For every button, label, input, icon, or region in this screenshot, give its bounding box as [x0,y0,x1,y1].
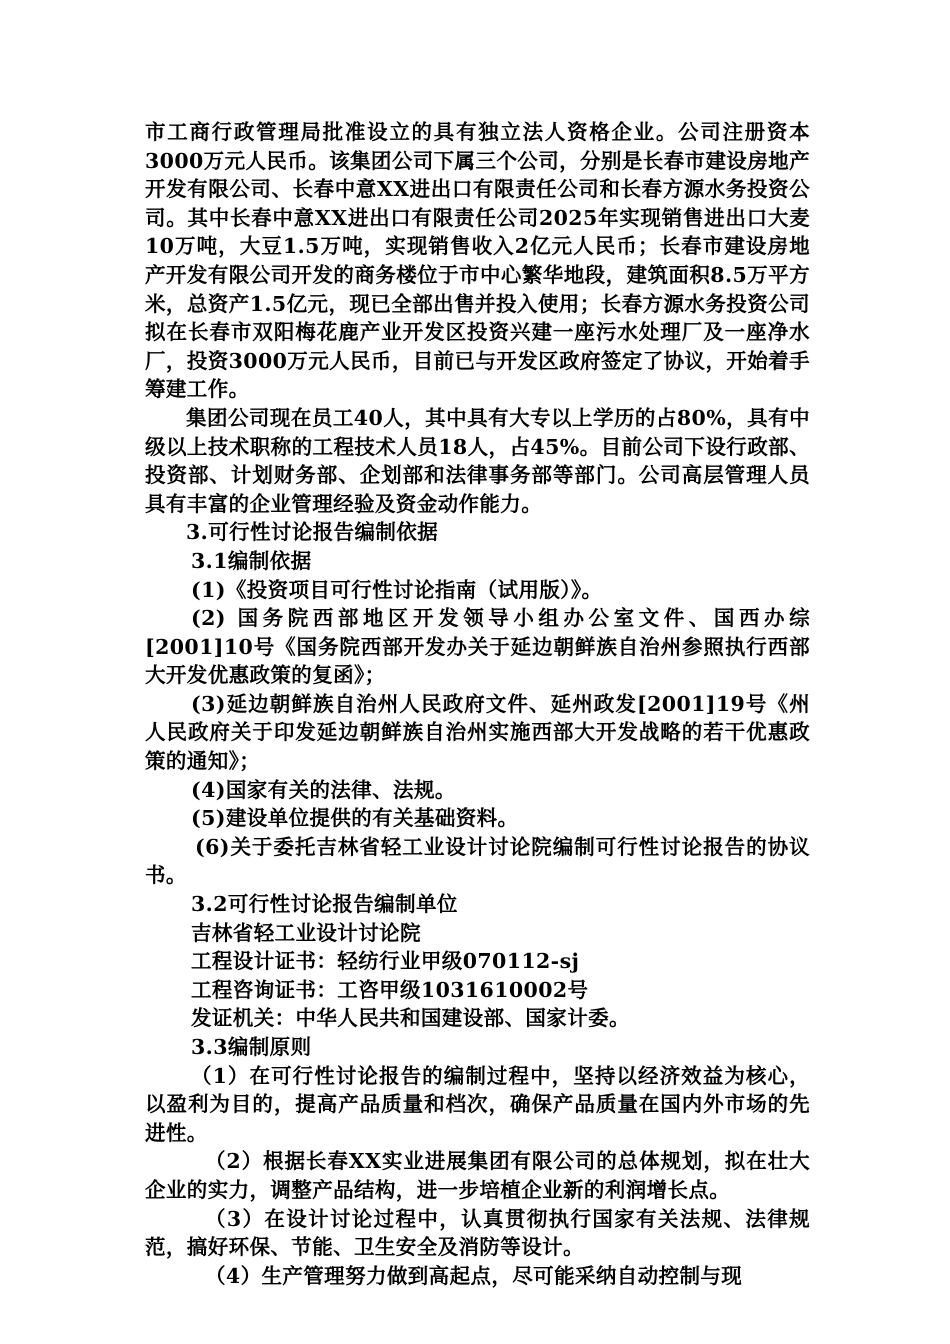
heading-3-3: 3.3编制原则 [191,1035,312,1059]
basis-item-6: (6)关于委托吉林省轻工业设计讨论院编制可行性讨论报告的协议书。 [145,834,810,888]
basis-item-5: (5)建设单位提供的有关基础资料。 [191,806,519,831]
institute-name: 吉林省轻工业设计讨论院 [191,920,421,945]
basis-item-3: (3)延边朝鲜族自治州人民政府文件、延州政发[2001]19号《州人民政府关于印发延边朝鲜族自治州实施西部大开发战略的若干优惠政策的通知》； [145,691,810,774]
heading-3-1: 3.1编制依据 [191,548,312,573]
paragraph-company-intro: 市工商行政管理局批准设立的具有独立法人资格企业。公司注册资本3000万元人民币。该集团公司下属三个公司，分别是长春市建设房地产开发有限公司、长春中意XX进出口有限责任公司和长春方源水务投资公司。其中长春中意XX进出口有限责任公司2025年实现销售进出口大麦10万吨，大豆1.5万吨，实现销售收入2亿元人民币；长春市建设房地产开发有限公司开发的商务楼位于市中心繁华地段，建筑面积8.5万平方米，总资产1.5亿元，现已全部出售并投入使用；长春方源水务投资公司拟在长春市双阳梅花鹿产业开发区投资兴建一座污水处理厂及一座净水厂，投资3000万元人民币，目前已与开发区政府签定了协议，开始着手筹建工作。 [145,120,810,402]
consulting-certificate: 工程咨询证书：工咨甲级1031610002号 [191,977,589,1002]
basis-item-1: (1)《投资项目可行性讨论指南（试用版）》。 [191,577,603,602]
issuing-authority: 发证机关：中华人民共和国建设部、国家计委。 [191,1006,630,1031]
paragraph-staff: 集团公司现在员工40人，其中具有大专以上学历的占80%，具有中级以上技术职称的工程技术人员18人，占45%。目前公司下设行政部、投资部、计划财务部、企划部和法律事务部等部门。公司高层管理人员具有丰富的企业管理经验及资金动作能力。 [145,405,810,516]
principle-item-4: （4）生产管理努力做到高起点，尽可能采纳自动控制与现 [205,1263,743,1288]
principle-item-1: （1）在可行性讨论报告的编制过程中，坚持以经济效益为核心，以盈利为目的，提高产品质量和档次，确保产品质量在国内外市场的先进性。 [145,1063,810,1145]
heading-3-2: 3.2可行性讨论报告编制单位 [191,892,458,917]
design-certificate: 工程设计证书：轻纺行业甲级070112-sj [191,949,580,974]
basis-item-4: (4)国家有关的法律、法规。 [191,777,456,802]
principle-item-2: （2）根据长春XX实业进展集团有限公司的总体规划，拟在壮大企业的实力，调整产品结构，进一步培植企业新的利润增长点。 [145,1149,810,1202]
principle-item-3: （3）在设计讨论过程中，认真贯彻执行国家有关法规、法律规范，搞好环保、节能、卫生安全及消防等设计。 [145,1206,810,1260]
basis-item-2: (2) 国务院西部地区开发领导小组办公室文件、国西办综[2001]10号《国务院西部开发办关于延边朝鲜族自治州参照执行西部大开发优惠政策的复函》； [145,606,810,688]
document-body [145,118,810,1290]
heading-basis: 3.可行性讨论报告编制依据 [186,520,439,545]
